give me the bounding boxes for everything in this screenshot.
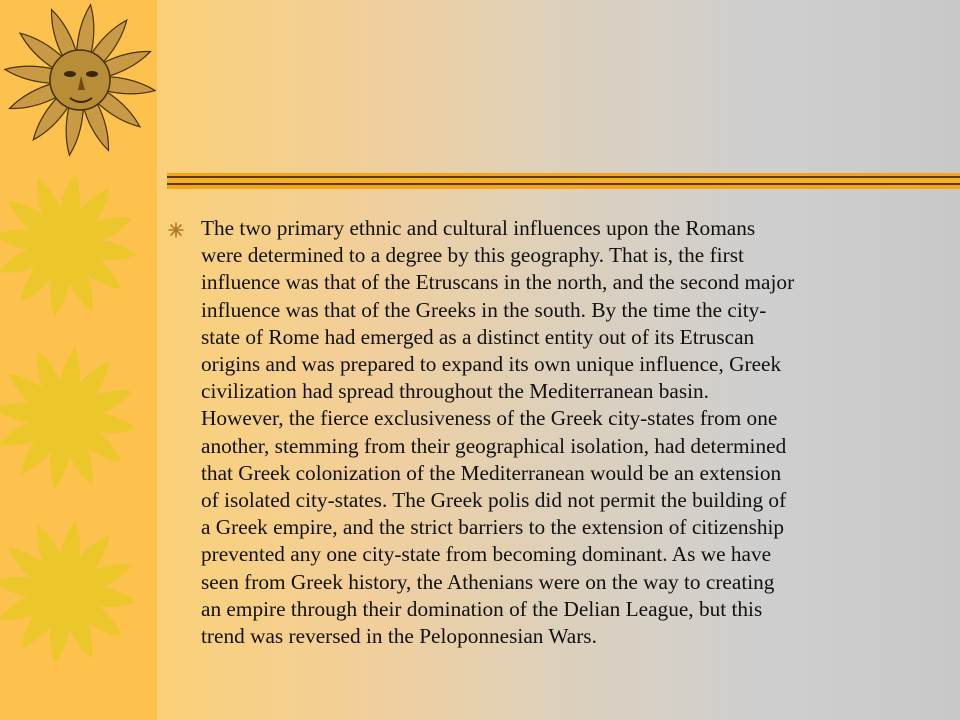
- sun-face-feature: [64, 71, 76, 77]
- title-divider-rule: [167, 172, 960, 192]
- sun-core: [39, 219, 91, 271]
- sun-face-feature: [86, 71, 98, 77]
- body-paragraph: The two primary ethnic and cultural influences upon the Romans were determined to a degree by this geography. That is, the first influence was that of the Etruscans in the north, and the second major influence was that of the Greeks in the south. By the time the city- state of Rome had emerged as a distinct entity out of its Etruscan origins and was prepared to expand its own unique influence, Greek civilization had spread throughout the Mediterranean basin. However, the fierce exclusiveness of the Greek city-states from one another, stemming from their geographical isolation, had determined that Greek colonization of the Mediterranean would be an extension of isolated city-states. The Greek polis did not permit the building of a Greek empire, and the strict barriers to the extension of citizenship prevented any one city-state from becoming dominant. As we have seen from Greek history, the Athenians were on the way to creating an empire through their domination of the Delian League, but this trend was reversed in the Peloponnesian Wars.: [201, 216, 795, 649]
- sun-ray: [5, 66, 55, 83]
- sun-ray: [77, 5, 94, 55]
- sun-ray: [66, 105, 83, 155]
- sun-core: [39, 566, 91, 618]
- sun-core: [39, 392, 91, 444]
- sun-ray: [105, 77, 155, 94]
- star-bullet-icon: [168, 222, 184, 238]
- sun-decoration: [0, 0, 157, 720]
